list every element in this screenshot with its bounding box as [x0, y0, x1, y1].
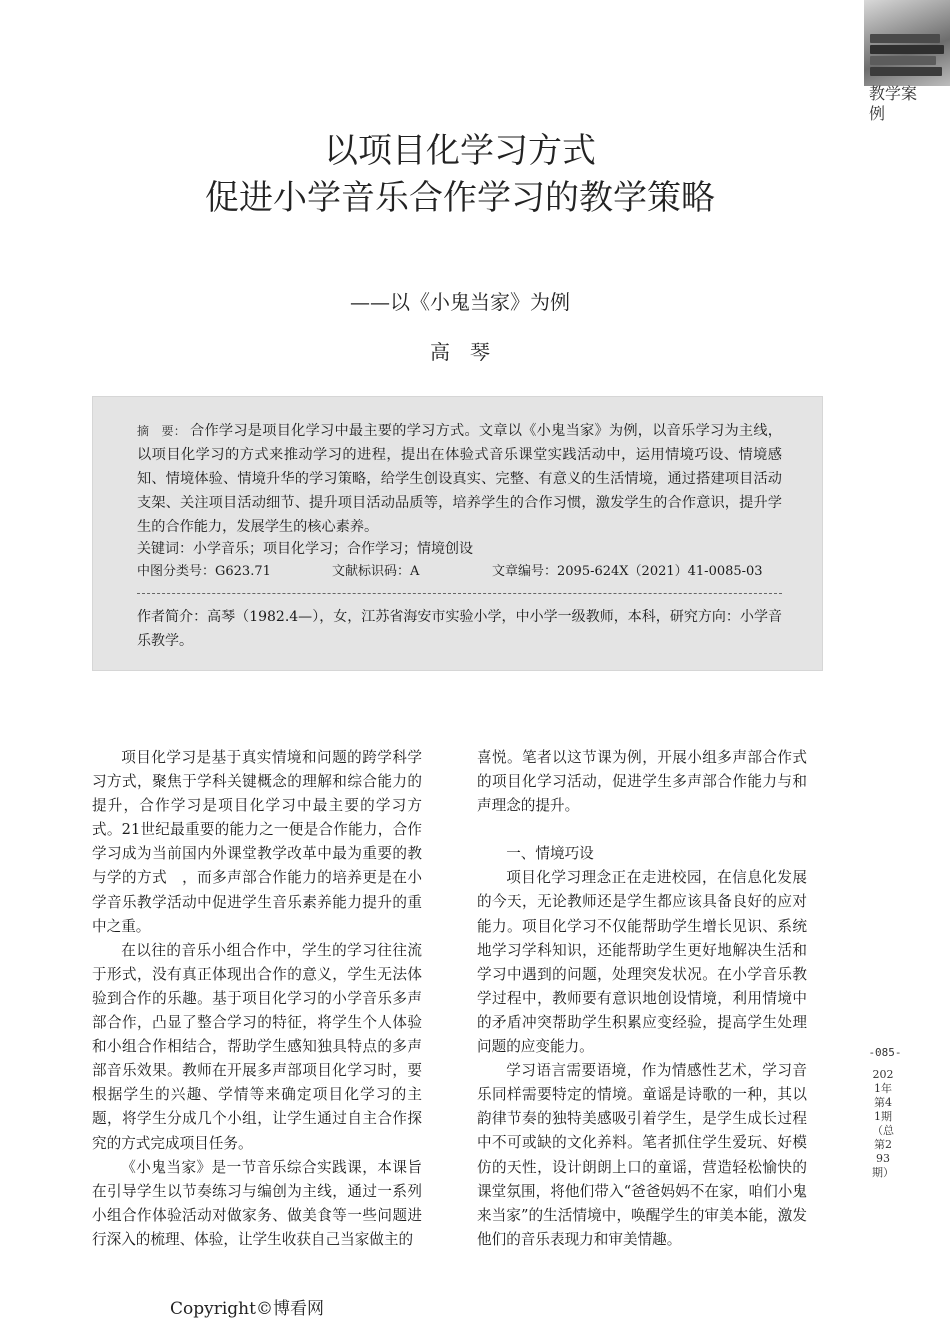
article-number: 文章编号：2095-624X（2021）41-0085-03 — [492, 564, 763, 579]
issue-info: 2021年第41期（总第293期） — [872, 1068, 894, 1179]
abstract — [137, 419, 782, 539]
title-line-2: 促进小学音乐合作学习的教学策略 — [205, 178, 715, 218]
section-tag: 教学案例 — [869, 84, 918, 123]
author-name: 高 琴 — [430, 340, 490, 364]
keywords-text: 小学音乐；项目化学习；合作学习；情境创设 — [193, 541, 473, 557]
paragraph: 《小鬼当家》是一节音乐综合实践课，本课旨在引导学生以节奏练习与编创为主线，通过一系列小组合作体验活动对做家务、做美食等一些问题进行深入的梳理、体验，让学生收获自己当家做主的 — [92, 1158, 422, 1248]
author-bio — [137, 605, 782, 653]
keywords — [137, 537, 782, 561]
abstract-text: 合作学习是项目化学习中最主要的学习方式。文章以《小鬼当家》为例，以音乐学习为主线，以项目化学习的方式来推动学习的进程，提出在体验式音乐课堂实践活动中，运用情境巧设、情境感知、情境体验、情境升华的学习策略，给学生创设真实、完整、有意义的生活情境，通过搭建项目活动支架、关注项目活动细节、提升项目活动品质等，培养学生的合作习惯，激发学生的合作意识，提升学生的合作能力，发展学生的核心素养。 — [137, 423, 782, 535]
paragraph: 喜悦。笔者以这节课为例，开展小组多声部合作式的项目化学习活动，促进学生多声部合作能力与和声理念的提升。 — [477, 749, 807, 815]
body-column-right — [477, 746, 807, 1252]
article-title — [100, 128, 820, 222]
copyright-notice: Copyright©博看网 — [170, 1299, 324, 1319]
corner-books-image — [864, 0, 950, 86]
abstract-label: 摘 要： — [137, 424, 187, 438]
page-number: -085- — [868, 1046, 902, 1059]
bio-text: 高琴（1982.4—），女，江苏省海安市实验小学，中小学一级教师，本科，研究方向：小学音乐教学。 — [137, 609, 783, 649]
paragraph: 项目化学习理念正在走进校园，在信息化发展的今天，无论教师还是学生都应该具备良好的应对能力。项目化学习不仅能帮助学生增长见识、系统地学习学科知识，还能帮助学生更好地解决生活和学习中遇到的问题，处理突发状况。在小学音乐教学过程中，教师要有意识地创设情境，利用情境中的矛盾冲突帮助学生积累应变经验，提高学生处理问题的应变能力。 — [477, 869, 807, 1056]
paragraph: 在以往的音乐小组合作中，学生的学习往往流于形式，没有真正体现出合作的意义，学生无法体验到合作的乐趣。基于项目化学习的小学音乐多声部合作，凸显了整合学习的特征，将学生个人体验和小组合作相结合，帮助学生感知独具特点的多声部音乐效果。教师在开展多声部项目化学习时，要根据学生的兴趣、学情等来确定项目化学习的主题，将学生分成几个小组，让学生通过自主合作探究的方式完成项目任务。 — [92, 941, 422, 1152]
document-code: 文献标识码：A — [332, 564, 420, 579]
keywords-label: 关键词： — [137, 541, 193, 557]
clc-number: 中图分类号：G623.71 — [137, 564, 271, 579]
body-column-left — [92, 746, 422, 1252]
dashed-divider — [137, 593, 782, 594]
bio-label: 作者简介： — [137, 609, 208, 625]
paragraph: 项目化学习是基于真实情境和问题的跨学科学习方式，聚焦于学科关键概念的理解和综合能力的提升，合作学习是项目化学习中最主要的学习方式。21世纪最重要的能力之一便是合作能力，合作学习成为当前国内外课堂教学改革中最为重要的教与学的方式 ，而多声部合作能力的培养更是在小学音乐教学活动中促进学生音乐素养能力提升的重中之重。 — [92, 749, 422, 935]
title-line-1: 以项目化学习方式 — [324, 131, 596, 171]
paragraph: 学习语言需要语境，作为情感性艺术，学习音乐同样需要特定的情境。童谣是诗歌的一种，其以韵律节奏的独特美感吸引着学生，是学生成长过程中不可或缺的文化养料。笔者抓住学生爱玩、好模仿的天性，设计朗朗上口的童谣，营造轻松愉快的课堂氛围，将他们带入“爸爸妈妈不在家，咱们小鬼来当家”的生活情境中，唤醒学生的审美本能，激发他们的音乐表现力和审美情趣。 — [477, 1062, 807, 1248]
section-heading: 一、情境巧设 — [506, 845, 594, 863]
article-subtitle: ——以《小鬼当家》为例 — [350, 290, 570, 314]
abstract-box — [92, 396, 823, 671]
